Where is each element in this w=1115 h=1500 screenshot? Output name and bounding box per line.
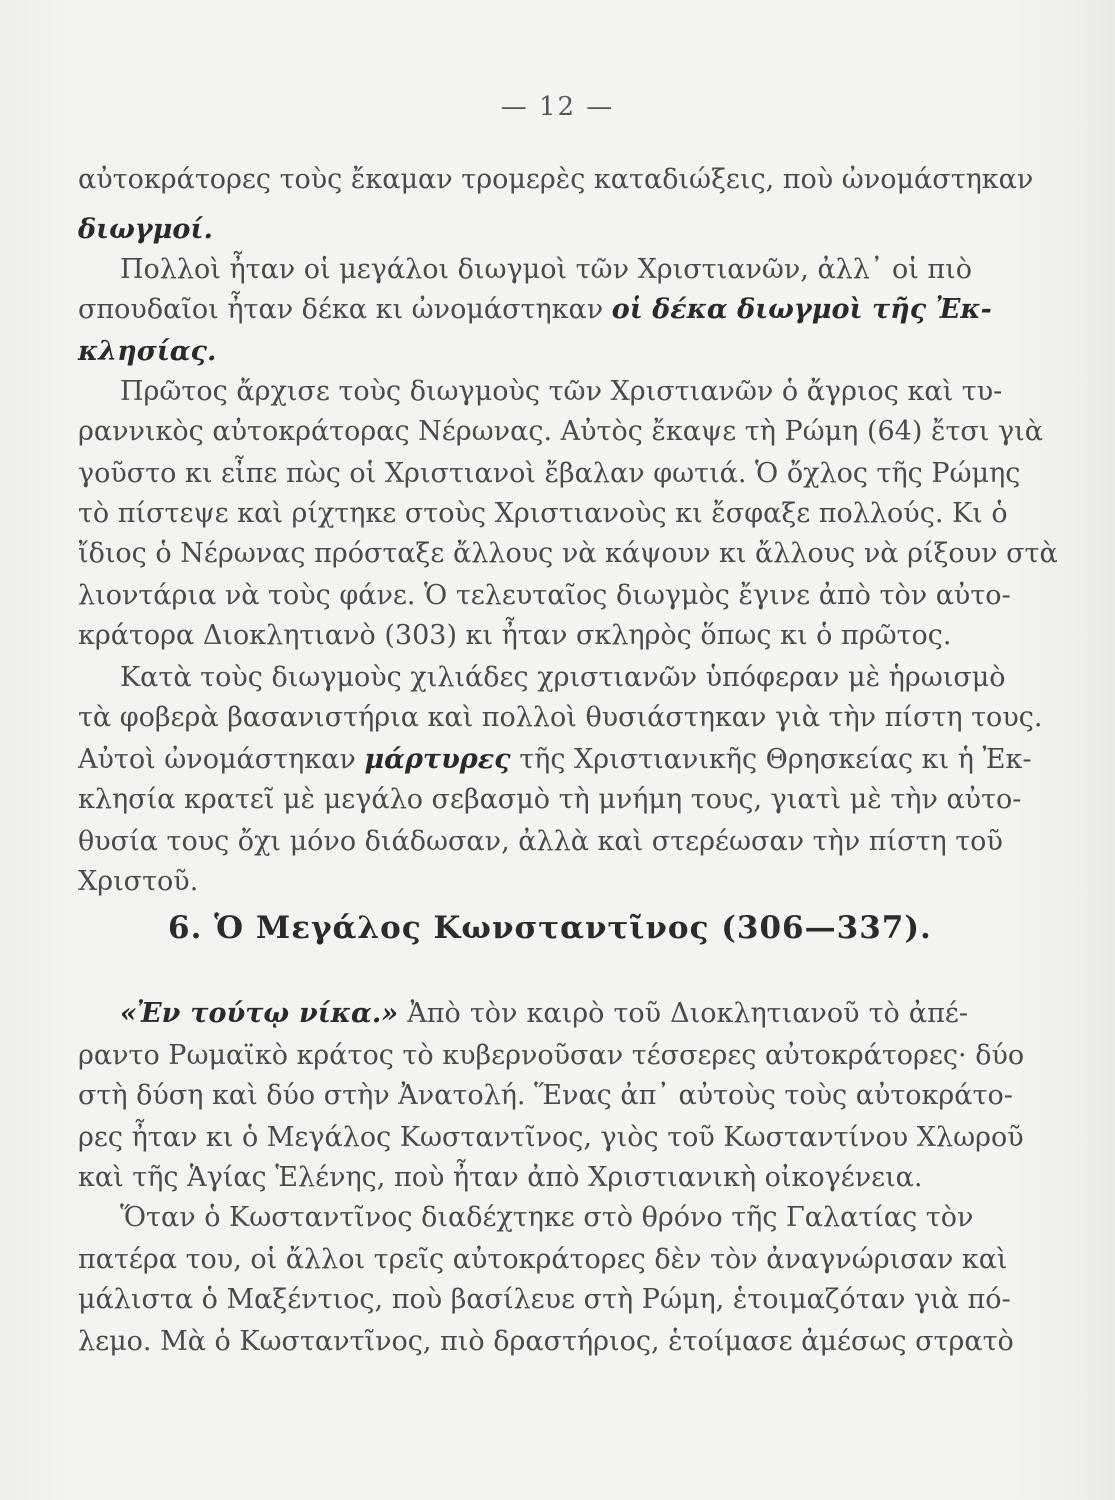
line-text: ρες ἦταν κι ὁ Μεγάλος Κωσταντῖνος, γιὸς τοῦ Κωσταντίνου Χλωροῦ <box>78 1122 1024 1153</box>
line-text: τὸ πίστεψε καὶ ρίχτηκε στοὺς Χριστιανοὺς κι ἔσφαξε πολλούς. Κι ὁ <box>78 498 1008 529</box>
text-line <box>78 1278 1011 1322</box>
text-line <box>78 1320 1014 1364</box>
line-bold: μάρτυρες <box>364 744 511 775</box>
text-line <box>78 574 1011 618</box>
text-line <box>78 696 1043 740</box>
line-text: κλησία κρατεῖ μὲ μεγάλο σεβασμὸ τὴ μνήμη τους, γιατὶ μὲ τὴν αὐτο- <box>78 784 1022 815</box>
line-text: Πολλοὶ ἦταν οἱ μεγάλοι διωγμοὶ τῶν Χριστιανῶν, ἀλλ᾽ οἱ πιὸ <box>120 254 973 285</box>
text-line <box>78 1156 968 1200</box>
text-line <box>78 1196 974 1240</box>
page-number: — 12 — <box>500 92 615 122</box>
text-line <box>78 248 973 292</box>
line-text: γοῦστο κι εἶπε πὼς οἱ Χριστιανοὶ ἔβαλαν φωτιά. Ὁ ὄχλος τῆς Ρώμης <box>78 458 1021 489</box>
text-line <box>78 992 968 1036</box>
line-bold: οἱ δέκα διωγμοὶ τῆς Ἐκ- <box>611 294 992 325</box>
text-line <box>78 532 1058 576</box>
line-text: στὴ δύση καὶ δύο στὴν Ἀνατολή. Ἕνας ἀπ᾽ αὐτοὺς τοὺς αὐτοκράτο- <box>78 1080 1013 1111</box>
line-text: λιοντάρια νὰ τοὺς φάνε. Ὁ τελευταῖος διωγμὸς ἔγινε ἀπὸ τὸν αὐτο- <box>78 580 1011 611</box>
line-text: Αὐτοὶ ὠνομάστηκαν <box>78 744 356 775</box>
text-line <box>78 656 1006 700</box>
line-text: κράτορα Διοκλητιανὸ (303) κι ἦταν σκληρὸς ὅπως κι ὁ πρῶτος. <box>78 620 952 651</box>
text-line <box>78 158 1034 202</box>
line-bold: διωγμοί. <box>78 214 213 245</box>
line-text: ραντο Ρωμαϊκὸ κράτος τὸ κυβερνοῦσαν τέσσερες αὐτοκράτορες· δύο <box>78 1040 1025 1071</box>
line-bold: «Ἐν τούτῳ νίκα.» <box>120 998 399 1029</box>
line-text: Πρῶτος ἄρχισε τοὺς διωγμοὺς τῶν Χριστιανῶν ὁ ἄγριος καὶ τυ- <box>120 376 1003 407</box>
text-line <box>78 614 968 658</box>
line-text: Χριστοῦ. <box>78 866 199 897</box>
text-line <box>78 1034 1025 1078</box>
line-text: Κατὰ τοὺς διωγμοὺς χιλιάδες χριστιανῶν ὑπόφεραν μὲ ἡρωισμὸ <box>120 662 1006 693</box>
text-line <box>78 492 1008 536</box>
line-text: τὰ φοβερὰ βασανιστήρια καὶ πολλοὶ θυσιάστηκαν γιὰ τὴν πίστη τους. <box>78 702 1043 733</box>
line-text: Ἀπὸ τὸν καιρὸ τοῦ Διοκλητιανοῦ τὸ ἀπέ- <box>407 998 968 1029</box>
line-bold: κλησίας. <box>78 336 217 367</box>
text-line <box>78 330 968 374</box>
line-text: ἴδιος ὁ Νέρωνας πρόσταξε ἄλλους νὰ κάψουν κι ἄλλους νὰ ρίξουν στὰ <box>78 538 1058 569</box>
text-line <box>78 1238 1008 1282</box>
text-line <box>78 370 1003 414</box>
text-line <box>78 860 968 904</box>
text-line <box>78 1074 1013 1118</box>
text-line <box>78 288 992 332</box>
text-line <box>78 1116 1024 1160</box>
text-line <box>78 410 1043 454</box>
line-text: μάλιστα ὁ Μαξέντιος, ποὺ βασίλευε στὴ Ρώμη, ἑτοιμαζόταν γιὰ πό- <box>78 1284 1011 1315</box>
line-text: θυσία τους ὄχι μόνο διάδωσαν, ἀλλὰ καὶ στερέωσαν τὴν πίστη τοῦ <box>78 826 1003 857</box>
text-line <box>78 778 1022 822</box>
line-text: τῆς Χριστιανικῆς Θρησκείας κι ἡ Ἐκ- <box>519 744 1032 775</box>
line-text: πατέρα του, οἱ ἄλλοι τρεῖς αὐτοκράτορες δὲν τὸν ἀναγνώρισαν καὶ <box>78 1244 1008 1275</box>
line-text: Ὅταν ὁ Κωσταντῖνος διαδέχτηκε στὸ θρόνο τῆς Γαλατίας τὸν <box>120 1202 974 1233</box>
line-text: καὶ τῆς Ἁγίας Ἑλένης, ποὺ ἦταν ἀπὸ Χριστιανικὴ οἰκογένεια. <box>78 1162 923 1193</box>
text-line <box>78 820 1003 864</box>
line-text: ραννικὸς αὐτοκράτορας Νέρωνας. Αὐτὸς ἔκαψε τὴ Ρώμη (64) ἔτσι γιὰ <box>78 416 1043 447</box>
line-text: λεμο. Μὰ ὁ Κωσταντῖνος, πιὸ δραστήριος, ἑτοίμασε ἀμέσως στρατὸ <box>78 1326 1014 1357</box>
text-line <box>78 738 1032 782</box>
line-text: σπουδαῖοι ἦταν δέκα κι ὠνομάστηκαν <box>78 294 604 325</box>
text-line <box>78 208 968 252</box>
section-heading: 6. Ὁ Μεγάλος Κωνσταντῖνος (306—337). <box>168 910 932 946</box>
text-line <box>78 452 1021 496</box>
line-text: αὐτοκράτορες τοὺς ἔκαμαν τρομερὲς καταδιώξεις, ποὺ ὠνομάστηκαν <box>78 164 1034 195</box>
